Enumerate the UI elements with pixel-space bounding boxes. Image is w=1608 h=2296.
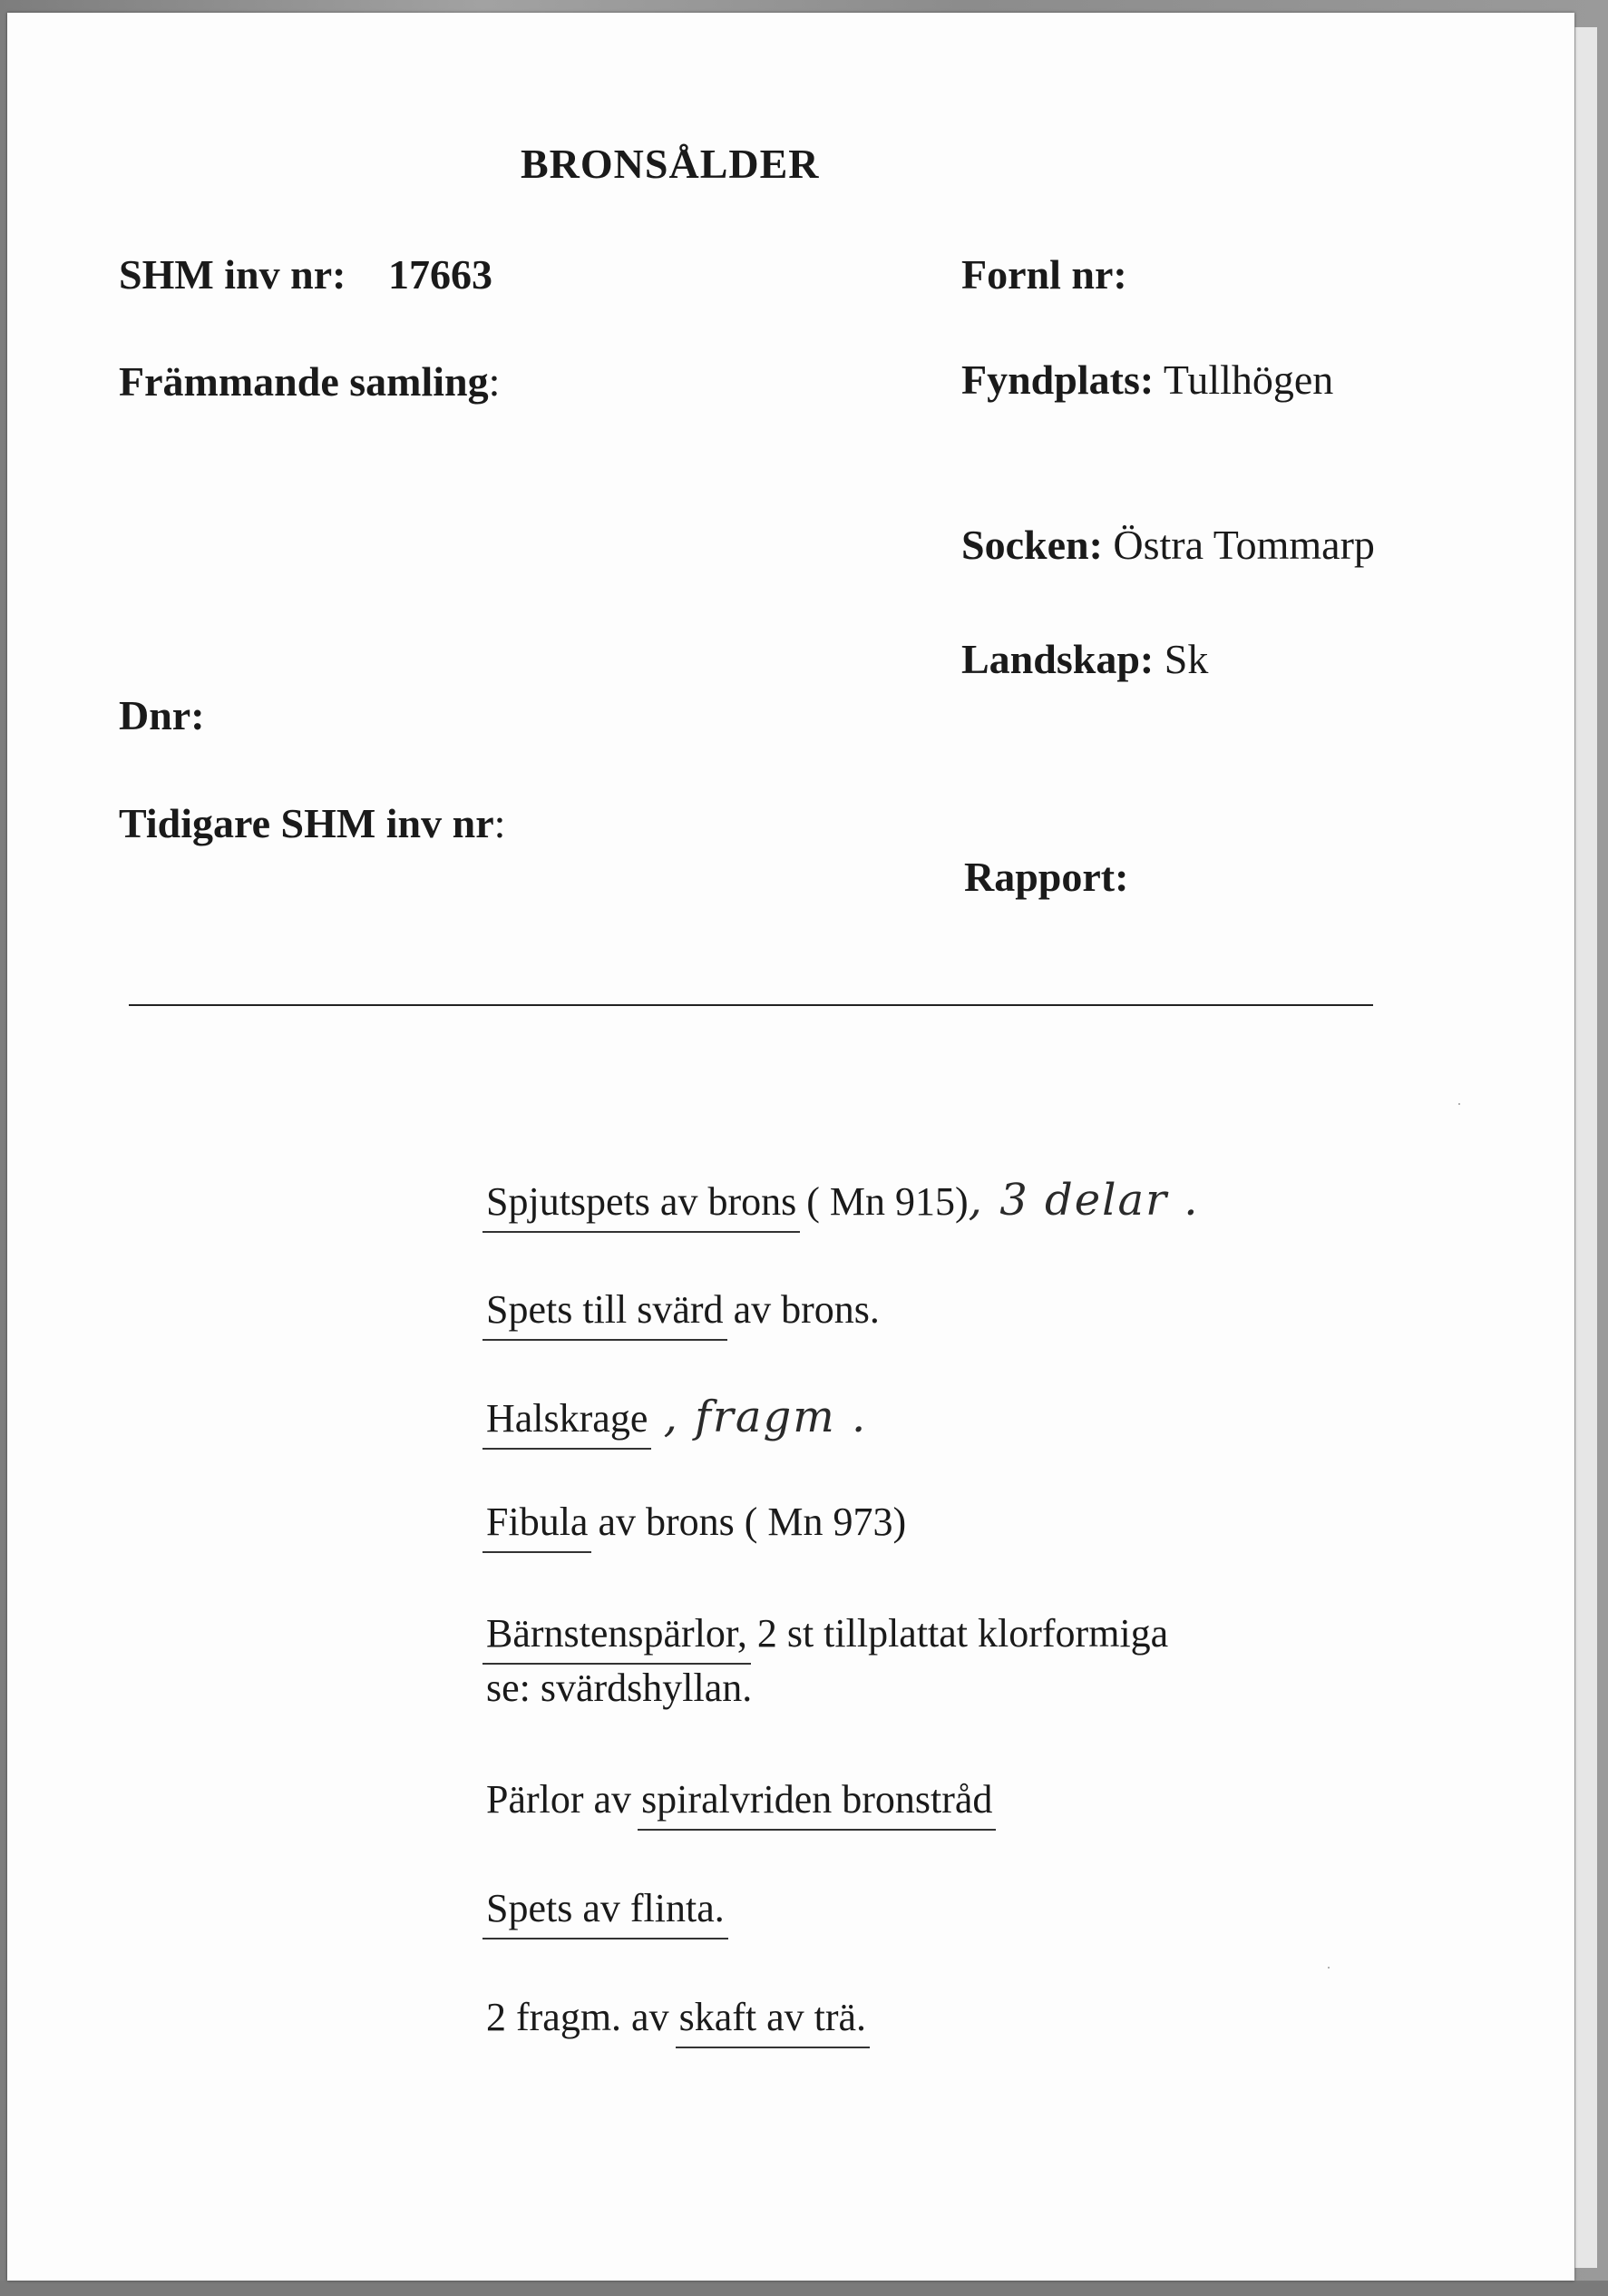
item-text: ( Mn 915)	[796, 1179, 969, 1224]
handwritten-note: , fragm .	[648, 1392, 868, 1442]
card-stack-edge	[1574, 27, 1597, 2268]
fornl-label: Fornl nr:	[961, 251, 1127, 298]
list-item	[486, 1611, 1169, 1656]
tidigare-shm-field	[119, 800, 506, 846]
socken-label: Socken:	[961, 522, 1103, 568]
item-underlined: spiralvriden bronstråd	[641, 1777, 993, 1822]
landskap-label: Landskap:	[961, 636, 1155, 682]
divider-line	[129, 1004, 1373, 1006]
landskap-value: Sk	[1164, 636, 1209, 682]
tidigare-shm-colon: :	[493, 800, 506, 846]
list-item	[486, 1175, 1200, 1226]
fyndplats-label: Fyndplats:	[961, 357, 1155, 403]
list-item	[486, 1287, 880, 1332]
scan-bottom-edge	[0, 2281, 1608, 2296]
fyndplats-field	[961, 359, 1333, 401]
list-item	[486, 1995, 867, 2039]
tidigare-shm-label: Tidigare SHM inv nr	[119, 800, 494, 846]
item-underlined: Bärnstenspärlor,	[486, 1611, 747, 1656]
list-item	[486, 1392, 868, 1442]
item-underlined: skaft av trä.	[678, 1995, 867, 2039]
item-text: av brons ( Mn 973)	[588, 1500, 907, 1544]
list-item	[486, 1886, 725, 1930]
list-item	[486, 1668, 752, 1708]
item-prefix: 2 fragm. av	[486, 1995, 679, 2039]
item-underlined: Halskrage	[486, 1396, 648, 1441]
item-underlined: Spjutspets av brons	[486, 1179, 797, 1224]
paper-speck	[1328, 1967, 1330, 1969]
fyndplats-value: Tullhögen	[1163, 357, 1334, 403]
card-title: BRONSÅLDER	[521, 141, 820, 187]
landskap-field	[961, 636, 1209, 682]
shm-inv-label: SHM inv nr:	[119, 251, 346, 298]
item-prefix: Pärlor av	[486, 1777, 642, 1822]
paper-speck	[1458, 1103, 1460, 1105]
item-text: 2 st tillplattat klorformiga	[746, 1611, 1169, 1656]
catalog-card	[7, 13, 1574, 2281]
item-text: se: svärdshyllan.	[486, 1666, 753, 1710]
list-item	[486, 1502, 906, 1542]
list-item	[486, 1777, 993, 1822]
frammande-samling-label: Främmande samling	[119, 358, 489, 405]
item-underlined: Fibula	[486, 1500, 589, 1544]
item-underlined: Spets till svärd	[486, 1287, 724, 1332]
frammande-samling-field	[119, 358, 501, 405]
shm-inv-value: 17663	[388, 251, 492, 298]
socken-field	[961, 524, 1375, 566]
frammande-samling-colon: :	[488, 358, 501, 405]
handwritten-note: , 3 delar .	[968, 1175, 1200, 1226]
socken-value: Östra Tommarp	[1113, 522, 1375, 568]
item-text: av brons.	[723, 1287, 880, 1332]
dnr-label: Dnr:	[119, 692, 205, 738]
item-underlined: Spets av flinta.	[486, 1886, 725, 1930]
rapport-label: Rapport:	[964, 854, 1129, 900]
